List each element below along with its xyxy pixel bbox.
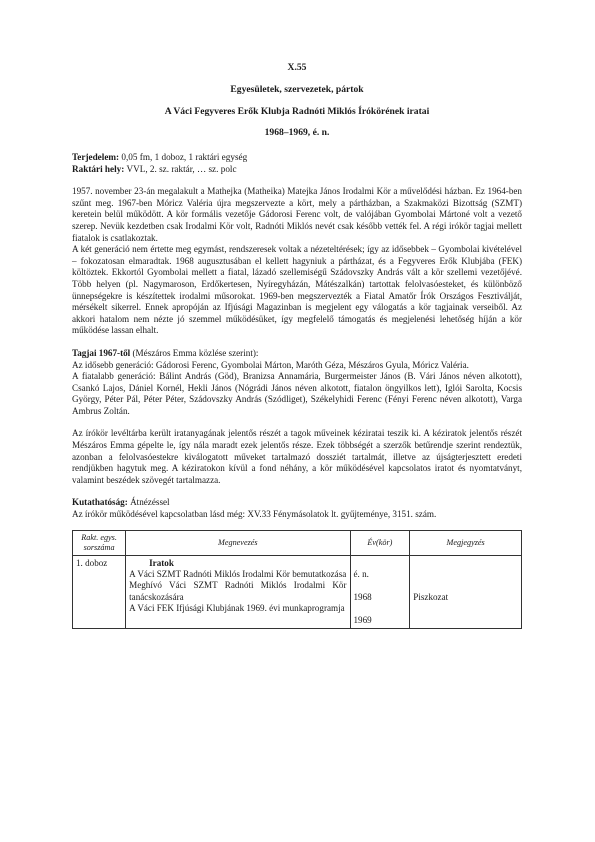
location-line: [72, 164, 522, 176]
unit-value: 1. doboz: [76, 557, 108, 568]
name-cell: [126, 555, 350, 628]
fonds-dates: 1968–1969, é. n.: [264, 127, 330, 138]
item-year-3: 1969: [353, 614, 372, 625]
extent-value: 0,05 fm, 1 doboz, 1 raktári egység: [119, 152, 248, 162]
members-source: (Mészáros Emma közlése szerint):: [130, 347, 259, 358]
note-cell: [410, 555, 522, 628]
inventory-table: [72, 530, 522, 629]
table-header-row: [73, 530, 522, 555]
item-note-2: Piszkozat: [413, 591, 449, 602]
access-label: Kutathatóság:: [72, 497, 128, 508]
members-younger: A fiatalabb generáció: Bálint András (Göd), Branizsa Annamária, Burgermeister János (B. Vári János néven alkotott), Csankó Lajos, Dániel Kornél, Hekli János (Nógrádi János néven alkotott, fiatalon öngyilkos lett), Iglói Sarolta, Kocsis György, Péter Pál, Péter Péter, Szádovszky András (Szódliget), Székelyhidi Ferenc (Fényi Ferenc néven alkotott), Varga Ambrus Zoltán.: [72, 371, 522, 416]
document-header: [72, 62, 522, 139]
fonds-meta: [72, 152, 522, 175]
year-cell: [350, 555, 410, 628]
location-value: VVL, 2. sz. raktár, … sz. polc: [124, 163, 237, 174]
item-name-1: A Váci SZMT Radnóti Miklós Irodalmi Kör bemutatkozása: [129, 569, 347, 580]
access-line: [72, 497, 522, 509]
fonds-note: Az írókör levéltárba került iratanyagának jelentős részét a tagok műveinek kéziratai teszik ki. A kéziratok jelentős részét Mészáros Emma gépelte le, így nála maradt ezek jelentős része. Ezek többségét a szerzők betűrendje szerint rendeztük, azonban a felolvasóestekre kiválogatott műveket tartalmazó dossziét tartalmát, illetve az újságterjesztett eredeti rendjükben hagytuk meg. A kéziratokon kívül a fond néhány, a kör működésével kapcsolatos iratot és nyomtatványt, valamint beszédek szövegét tartalmazza.: [72, 428, 522, 485]
extent-label: Terjedelem:: [72, 152, 120, 162]
table-row: [73, 555, 522, 628]
related-note: Az írókör működésével kapcsolatban lásd még: XV.33 Fénymásolatok lt. gyűjteménye, 3151. szám.: [72, 509, 437, 520]
header-note: Megjegyzés: [410, 530, 522, 555]
extent-line: [72, 152, 522, 164]
header-year: Év(kör): [350, 530, 410, 555]
access-value: Átnézéssel: [127, 497, 170, 508]
document-page: [72, 62, 522, 629]
item-name-3: A Váci FEK Ifjúsági Klubjának 1969. évi munkaprogramja: [129, 603, 345, 614]
section-title: Iratok: [149, 557, 174, 568]
item-year-1: é. n.: [353, 569, 369, 580]
header-unit: Rakt. egys. sorszáma: [73, 530, 126, 555]
unit-cell: [73, 555, 126, 628]
members-label: Tagjai 1967-től: [72, 347, 131, 358]
history-paragraph-2: A két generáció nem értette meg egymást, rendszeresek voltak a nézeteltérések; így az idősebbek – Gyombolai kivételével – fokozatosan elmaradtak. 1968 augusztusában el kellett hagyniuk a pártházat, és a Fegyveres Erők Klubjába (FEK) költöztek. Ekkortól Gyombolai mellett a fiatal, lázadó szellemiségű Szádovszky András vált a kör szellemi vezetőjévé. Több helyen (pl. Nagymaroson, Erdőkertesen, Nyíregyházán, Mátészalkán) tartottak felolvasóesteket, és különböző ünnepségekre is készítettek irodalmi műsorokat. 1969-ben megszervezték a Fiatal Amatőr Írók Országos Fesztiválját, mérsékelt sikerrel. Ennek apropóján az Ifjúsági Magazinban is megjelent egy válogatás a kör tagjainak verseiből. Az akkori hatalom nem nézte jó szemmel működésüket, így megfelelő támogatás és megjelenési lehetőség híján a kör működése lassan elhalt.: [72, 244, 522, 336]
item-year-2: 1968: [353, 591, 372, 602]
item-name-2: Meghívó Váci SZMT Radnóti Miklós Irodalmi Kör tanácskozására: [129, 580, 347, 602]
fonds-code: X.55: [287, 62, 307, 73]
history-paragraph-1: 1957. november 23-án megalakult a Mathejka (Matheika) Matejka János Irodalmi Kör a művelődési házban. Ez 1964-ben szűnt meg. 1967-ben Móricz Valéria újra megszervezte a kört, mely a pártházban, a Szakmaközi Bizottság (SZMT) keretein belül működött. A kör formális vezetője Gádorosi Ferenc volt, de valójában Gyombolai Mártoné volt a vezető szerep. Nevük kezdetben csak Irodalmi Kör volt, Radnóti Miklós nevét csak később vették fel. A régi irókör tagjai mellett fiatalok is csatlakoztak.: [72, 186, 522, 243]
members-older: Az idősebb generáció: Gádorosi Ferenc, Gyombolai Márton, Maróth Géza, Mészáros Gyula, Móricz Valéria.: [72, 359, 469, 370]
location-label: Raktári hely:: [72, 163, 125, 174]
fonds-title: A Váci Fegyveres Erők Klubja Radnóti Miklós Írókörének iratai: [164, 106, 430, 117]
fonds-category: Egyesületek, szervezetek, pártok: [230, 84, 364, 95]
members-heading: [72, 348, 522, 360]
header-name: Megnevezés: [126, 530, 350, 555]
